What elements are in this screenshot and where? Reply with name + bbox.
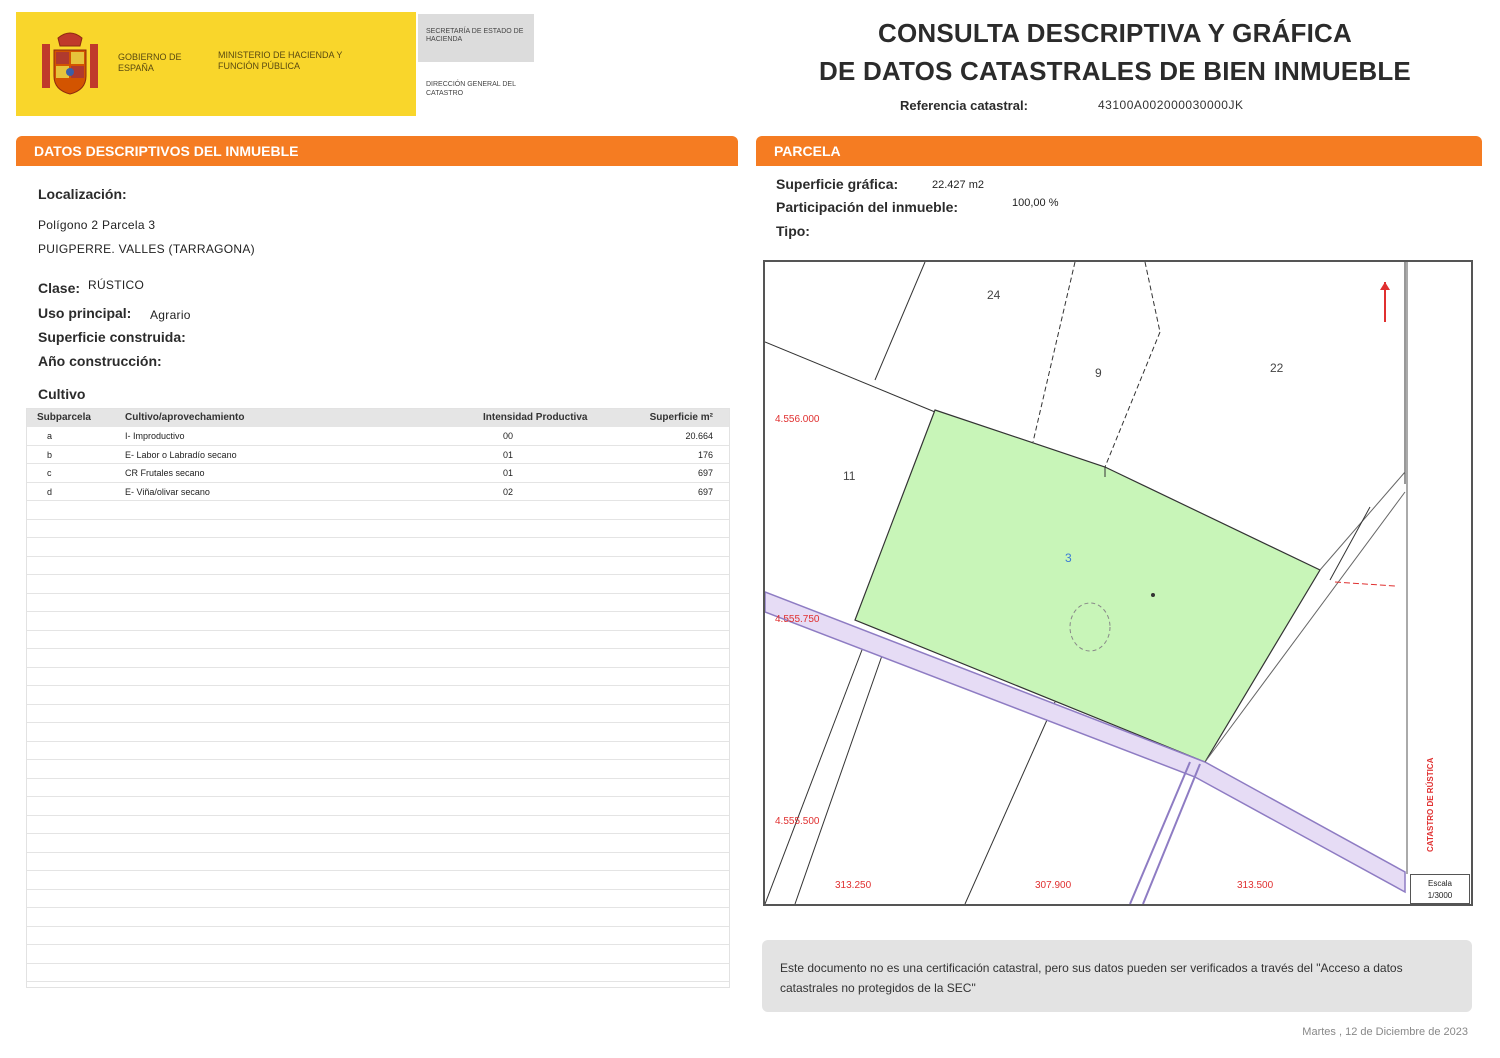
localizacion-line-2: PUIGPERRE. VALLES (TARRAGONA) [38, 242, 255, 256]
table-row [27, 834, 729, 853]
cell-superficie: 20.664 [685, 431, 713, 441]
ministry-label: MINISTERIO DE HACIENDA Y FUNCIÓN PÚBLICA [218, 50, 343, 71]
participacion-label: Participación del inmueble: [776, 199, 959, 215]
cultivo-table-body [27, 427, 729, 982]
table-row [27, 964, 729, 983]
table-row [27, 668, 729, 687]
title-line-2: DE DATOS CATASTRALES DE BIEN INMUEBLE [819, 56, 1411, 86]
table-row [27, 760, 729, 779]
table-row [27, 427, 729, 446]
secretaria-box: SECRETARÍA DE ESTADO DE HACIENDA [418, 14, 534, 62]
table-row [27, 575, 729, 594]
table-row [27, 853, 729, 872]
side-legend-title: CATASTRO DE RÚSTICA [1426, 757, 1435, 852]
table-row [27, 483, 729, 502]
table-row [27, 538, 729, 557]
parcel-label-main: 3 [1065, 551, 1072, 565]
table-row [27, 557, 729, 576]
cell-superficie: 697 [697, 468, 713, 478]
footer-date: Martes , 12 de Diciembre de 2023 [1302, 1026, 1468, 1038]
parcel-label-22: 22 [1270, 361, 1284, 375]
cell-subparcela: b [47, 449, 53, 460]
cadastral-map[interactable] [763, 260, 1473, 906]
table-row [27, 705, 729, 724]
table-row [27, 816, 729, 835]
cultivo-table-header [27, 409, 729, 427]
document-title [770, 14, 1460, 90]
cell-cultivo: CR Frutales secano [125, 468, 205, 478]
participacion-value: 100,00 % [1012, 197, 1059, 209]
table-row [27, 871, 729, 890]
direccion-label: DIRECCIÓN GENERAL DEL CATASTRO [426, 81, 516, 97]
uso-value: Agrario [150, 308, 191, 322]
table-row [27, 520, 729, 539]
table-row [27, 686, 729, 705]
table-row [27, 631, 729, 650]
government-label: GOBIERNO DE ESPAÑA [118, 52, 182, 73]
superficie-grafica-label: Superficie gráfica: [776, 176, 899, 192]
tipo-label: Tipo: [776, 223, 810, 239]
map-canvas [765, 262, 1471, 904]
coord-left-1: 4.556.000 [775, 414, 820, 425]
table-row [27, 501, 729, 520]
clase-value: RÚSTICO [88, 278, 145, 292]
table-row [27, 649, 729, 668]
anio-construccion-label: Año construcción: [38, 353, 162, 369]
cell-subparcela: d [47, 486, 53, 497]
scale-value: 1/3000 [1427, 891, 1453, 900]
scale-label: Escala [1427, 879, 1452, 888]
disclaimer-note: Este documento no es una certificación catastral, pero sus datos pueden ser verificados a través del "Acceso a datos catastrales no protegidos de la SEC" [762, 940, 1472, 1012]
scale-box [1410, 874, 1470, 904]
table-row [27, 908, 729, 927]
ref-value: 43100A002000030000JK [1098, 98, 1244, 112]
coord-left-3: 4.555.500 [775, 816, 820, 827]
uso-label: Uso principal: [38, 305, 132, 321]
table-row [27, 723, 729, 742]
table-row [27, 797, 729, 816]
cell-cultivo: E- Viña/olivar secano [125, 486, 210, 497]
table-row [27, 927, 729, 946]
coat-of-arms-icon [38, 30, 102, 100]
cell-cultivo: I- Improductivo [125, 431, 185, 441]
cell-superficie: 176 [697, 449, 713, 460]
table-row [27, 612, 729, 631]
table-row [27, 945, 729, 964]
title-line-1: CONSULTA DESCRIPTIVA Y GRÁFICA [877, 18, 1353, 48]
cell-intensidad: 01 [503, 468, 514, 478]
coord-bottom-1: 313.250 [835, 880, 872, 891]
cell-intensidad: 00 [503, 431, 514, 441]
superficie-construida-label: Superficie construida: [38, 329, 186, 345]
side-legend [1426, 757, 1435, 852]
col-subparcela: Subparcela [37, 412, 91, 423]
table-row [27, 594, 729, 613]
table-row [27, 779, 729, 798]
table-row [27, 742, 729, 761]
ref-label: Referencia catastral: [900, 98, 1028, 113]
parcel-label-11: 11 [843, 469, 856, 483]
coord-left-2: 4.555.750 [775, 614, 820, 625]
col-cultivo: Cultivo/aprovechamiento [125, 412, 245, 423]
coord-bottom-2: 307.900 [1035, 880, 1072, 891]
cultivo-table [26, 408, 730, 988]
col-intensidad: Intensidad Productiva [483, 412, 588, 423]
col-superficie: Superficie m² [649, 412, 713, 423]
clase-label: Clase: [38, 280, 81, 296]
localizacion-line-1: Polígono 2 Parcela 3 [38, 218, 156, 232]
table-row [27, 446, 729, 465]
localizacion-label: Localización: [38, 186, 127, 202]
parcel-label-24: 24 [987, 288, 1001, 302]
cell-intensidad: 01 [503, 449, 514, 460]
section-bar-datos: DATOS DESCRIPTIVOS DEL INMUEBLE [16, 136, 738, 166]
coord-bottom-3: 313.500 [1237, 880, 1274, 891]
superficie-grafica-value: 22.427 m2 [932, 179, 984, 191]
parcel-polygon [855, 410, 1320, 762]
cell-cultivo: E- Labor o Labradío secano [125, 449, 237, 460]
table-row [27, 464, 729, 483]
cell-intensidad: 02 [503, 486, 514, 497]
cultivo-label: Cultivo [38, 386, 86, 402]
table-row [27, 890, 729, 909]
cell-subparcela: c [47, 468, 52, 478]
section-bar-parcela: PARCELA [756, 136, 1482, 166]
government-banner [16, 12, 416, 116]
cell-subparcela: a [47, 431, 53, 441]
cell-superficie: 697 [697, 486, 713, 497]
parcel-label-9: 9 [1095, 366, 1102, 380]
